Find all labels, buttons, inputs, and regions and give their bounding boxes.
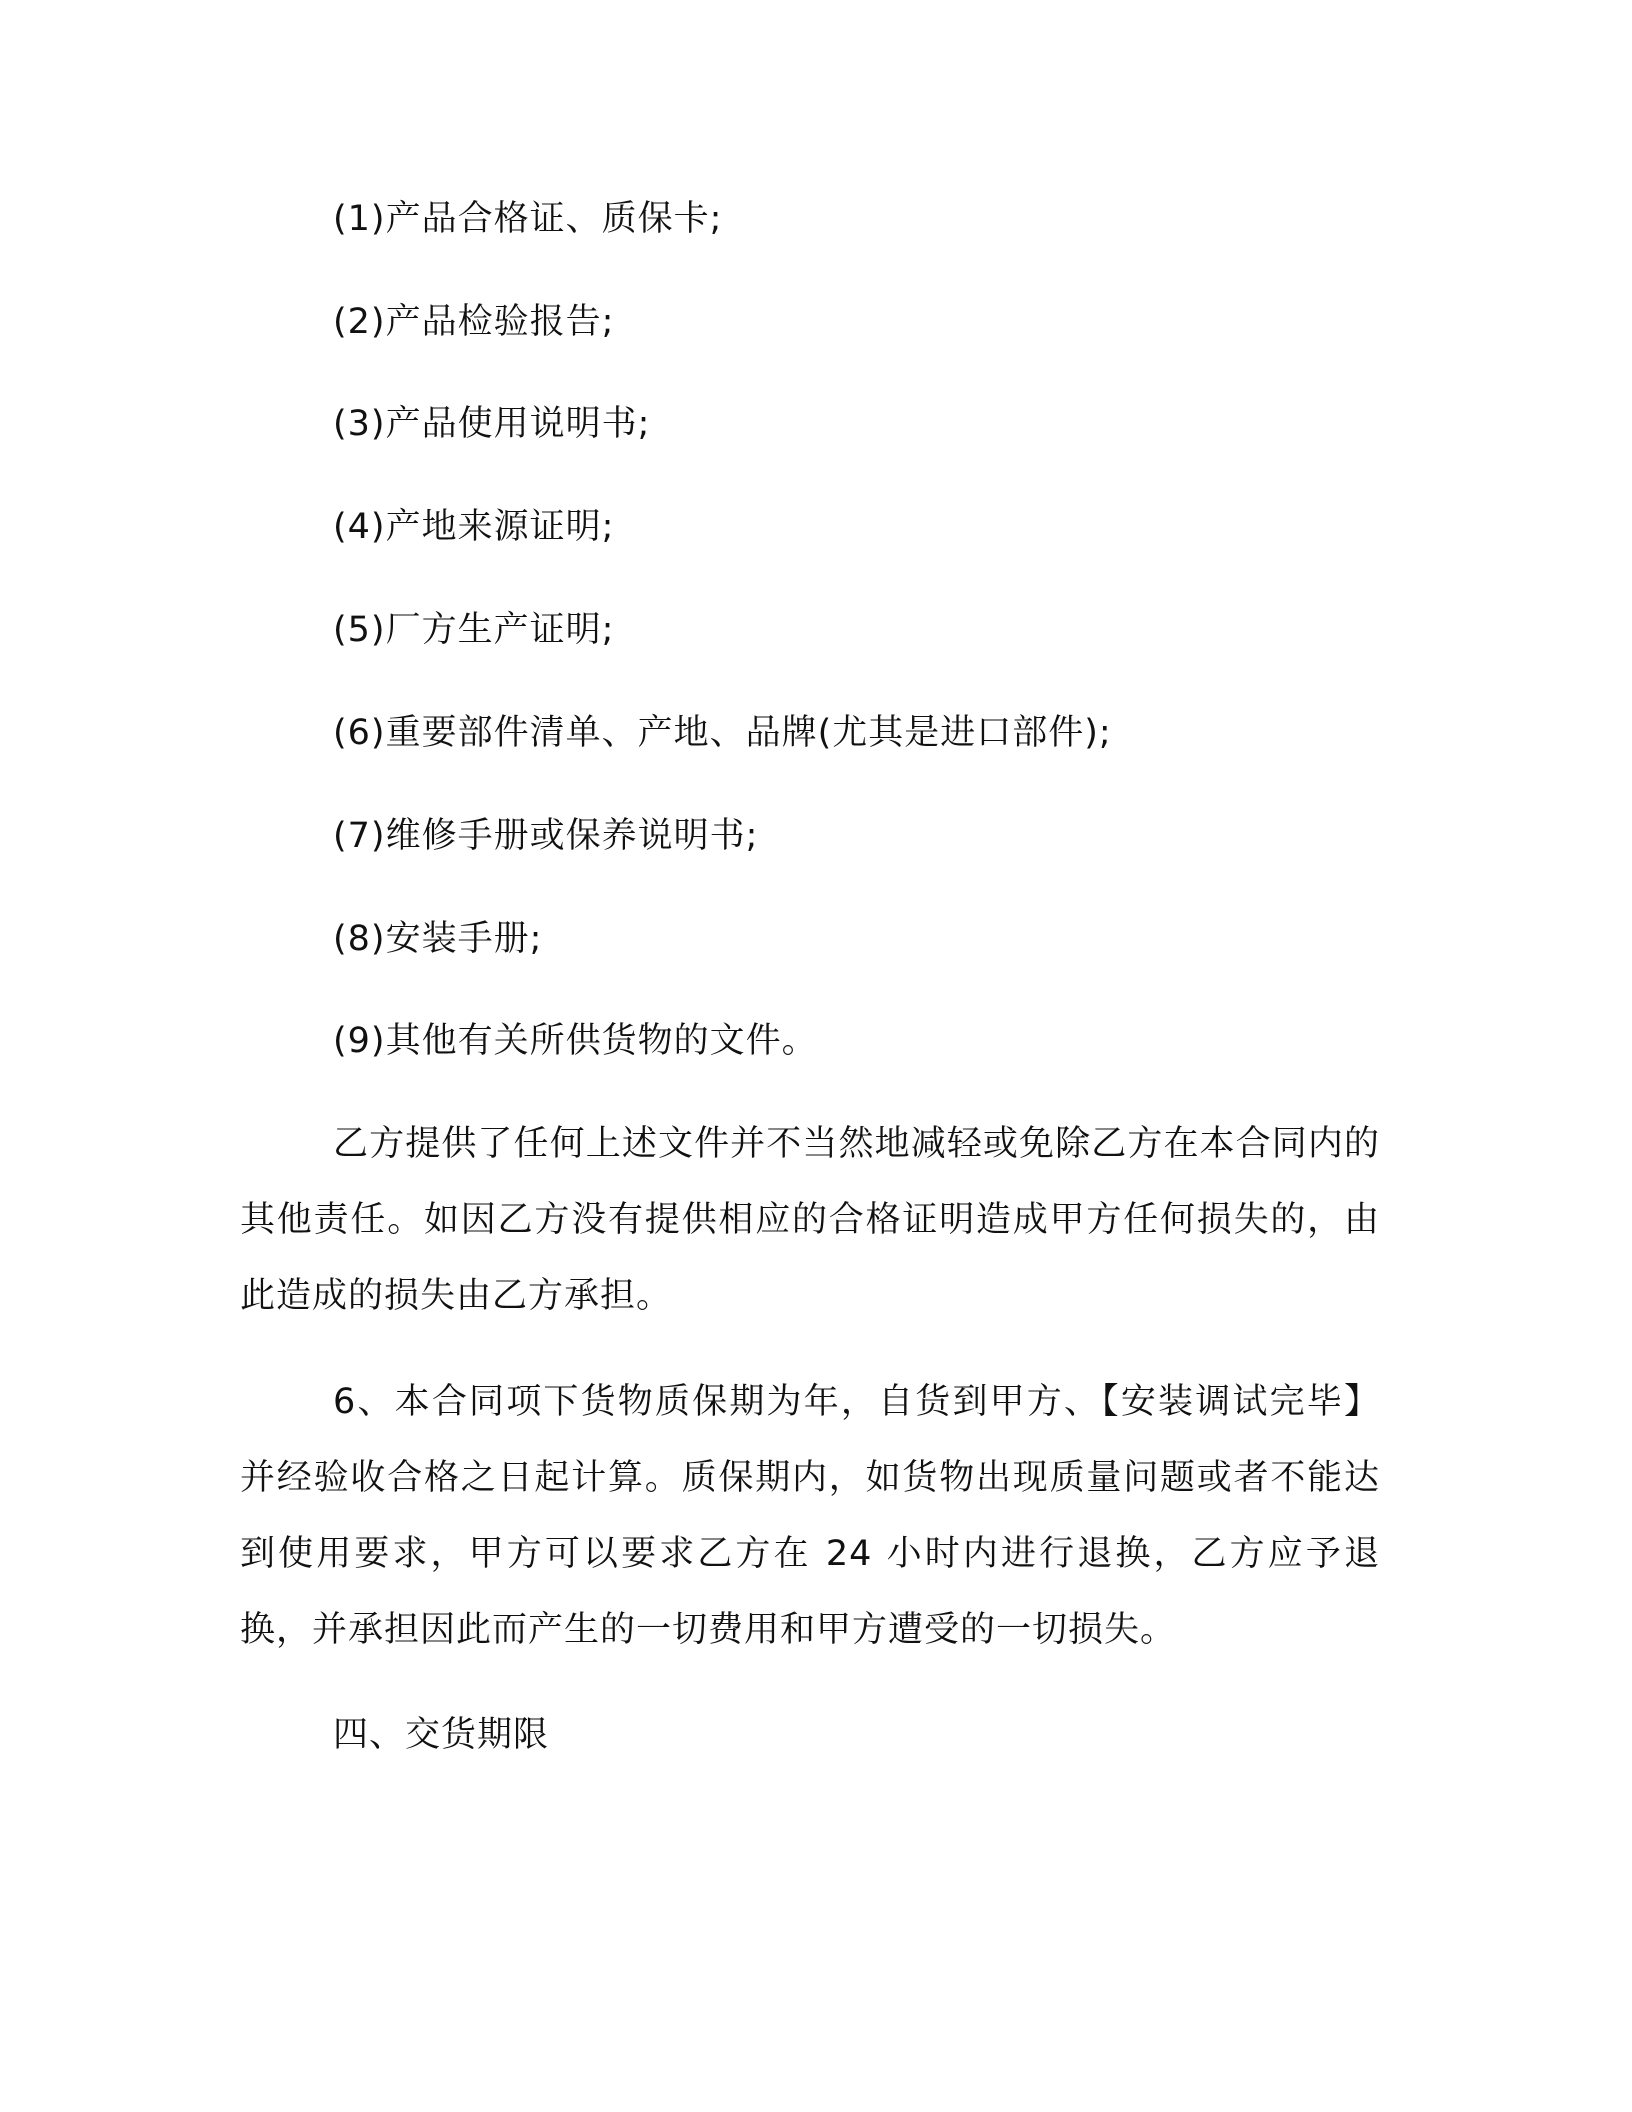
- paragraph-warranty-clause: 6、本合同项下货物质保期为年，自货到甲方、【安装调试完毕】并经验收合格之日起计算。质保期内，如货物出现质量问题或者不能达到使用要求，甲方可以要求乙方在 24 小时内进行退换，乙方应予退换，并承担因此而产生的一切费用和甲方遭受的一切损失。: [240, 1382, 1380, 1650]
- list-item: (5)厂方生产证明;: [333, 610, 615, 650]
- list-item: (2)产品检验报告;: [333, 302, 615, 342]
- list-item: (6)重要部件清单、产地、品牌(尤其是进口部件);: [333, 713, 1112, 753]
- paragraph-documents-liability: 乙方提供了任何上述文件并不当然地减轻或免除乙方在本合同内的其他责任。如因乙方没有提供相应的合格证明造成甲方任何损失的，由此造成的损失由乙方承担。: [240, 1124, 1380, 1316]
- list-item: (7)维修手册或保养说明书;: [333, 816, 759, 856]
- list-item: (8)安装手册;: [333, 919, 543, 959]
- section-heading-delivery-period: 四、交货期限: [333, 1715, 550, 1755]
- list-item: (9)其他有关所供货物的文件。: [333, 1021, 818, 1061]
- list-item: (4)产地来源证明;: [333, 507, 615, 547]
- list-item: (3)产品使用说明书;: [333, 404, 651, 444]
- list-item: (1)产品合格证、质保卡;: [333, 199, 723, 239]
